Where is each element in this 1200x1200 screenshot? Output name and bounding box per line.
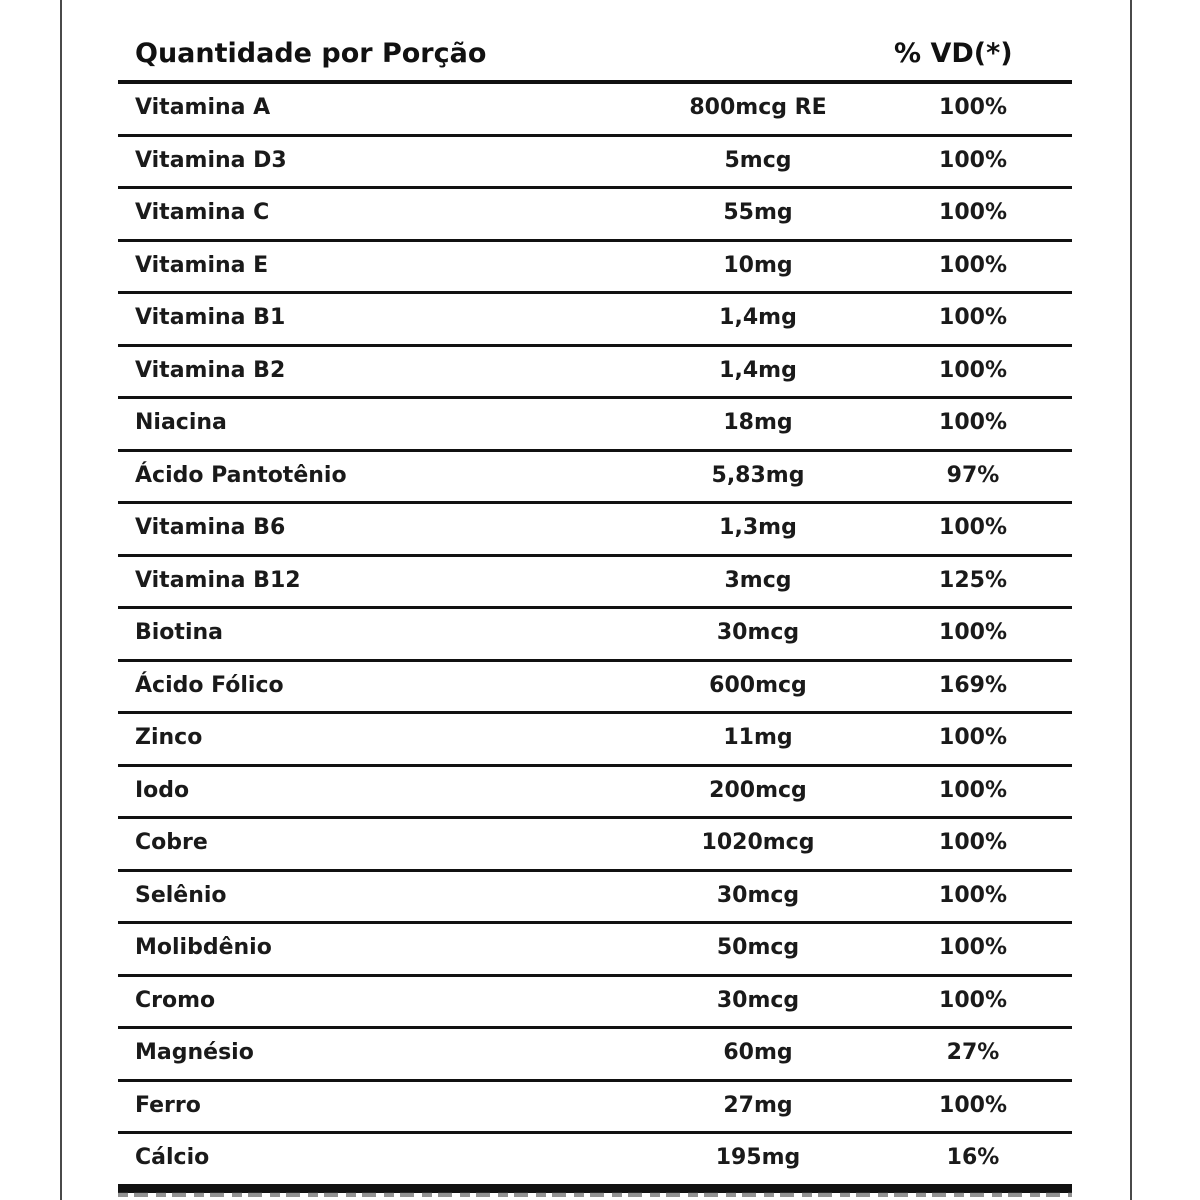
nutrient-name: Selênio <box>135 882 227 908</box>
nutrient-daily-value: 169% <box>939 672 1007 698</box>
nutrient-name: Vitamina E <box>135 252 269 278</box>
nutrient-amount: 55mg <box>723 200 793 225</box>
nutrient-daily-value: 125% <box>939 567 1007 593</box>
table-row <box>118 977 1072 1030</box>
nutrient-name: Ácido Pantotênio <box>135 462 347 488</box>
nutrient-amount: 18mg <box>723 410 793 435</box>
nutrient-amount: 30mcg <box>716 620 800 645</box>
nutrient-name: Vitamina B12 <box>135 567 301 593</box>
nutrient-amount: 50mcg <box>716 935 800 960</box>
table-header <box>118 28 1072 84</box>
header-serving-label: Quantidade por Porção <box>135 38 487 69</box>
nutrient-amount: 1,3mg <box>719 515 797 540</box>
nutrient-amount: 600mcg <box>709 672 807 698</box>
nutrient-daily-value: 100% <box>939 200 1007 225</box>
nutrient-name: Iodo <box>135 777 190 803</box>
nutrient-daily-value: 100% <box>939 305 1007 330</box>
nutrient-name: Biotina <box>135 620 223 645</box>
nutrient-daily-value: 100% <box>939 882 1007 908</box>
nutrient-daily-value: 100% <box>939 252 1007 278</box>
table-row <box>118 609 1072 662</box>
nutrient-amount: 1,4mg <box>719 357 797 383</box>
table-row <box>118 399 1072 452</box>
nutrient-amount: 11mg <box>723 725 793 750</box>
nutrient-name: Niacina <box>135 410 227 435</box>
table-row <box>118 819 1072 872</box>
nutrient-name: Cobre <box>135 830 208 855</box>
nutrient-amount: 5mcg <box>724 147 792 173</box>
table-row <box>118 1134 1072 1193</box>
table-row <box>118 242 1072 295</box>
table-row <box>118 504 1072 557</box>
table-row <box>118 714 1072 767</box>
table-row <box>118 452 1072 505</box>
table-row <box>118 1029 1072 1082</box>
nutrient-amount: 195mg <box>715 1145 801 1170</box>
nutrient-daily-value: 100% <box>939 410 1007 435</box>
table-row <box>118 767 1072 820</box>
nutrient-daily-value: 100% <box>939 987 1007 1013</box>
nutrition-table <box>118 28 1072 1193</box>
nutrient-amount: 30mcg <box>716 987 800 1013</box>
nutrient-name: Magnésio <box>135 1040 254 1065</box>
table-row <box>118 137 1072 190</box>
nutrient-name: Cromo <box>135 987 216 1013</box>
footnote-cut-off <box>118 1190 1072 1200</box>
nutrient-amount: 30mcg <box>716 882 800 908</box>
nutrient-daily-value: 16% <box>946 1145 1000 1170</box>
table-row <box>118 189 1072 242</box>
table-row <box>118 1082 1072 1135</box>
nutrient-name: Vitamina B1 <box>135 305 286 330</box>
nutrient-daily-value: 100% <box>939 95 1007 120</box>
header-vd-label: % VD(*) <box>894 38 1013 69</box>
nutrient-amount: 27mg <box>723 1092 793 1118</box>
nutrient-amount: 5,83mg <box>711 462 805 488</box>
nutrient-name: Vitamina B6 <box>135 515 286 540</box>
right-border-line <box>1130 0 1132 1200</box>
table-row <box>118 557 1072 610</box>
nutrient-amount: 10mg <box>723 252 793 278</box>
nutrient-name: Ácido Fólico <box>135 672 284 698</box>
nutrient-amount: 200mcg <box>709 777 807 803</box>
table-row <box>118 84 1072 137</box>
table-body <box>118 84 1072 1193</box>
table-row <box>118 347 1072 400</box>
nutrient-daily-value: 100% <box>939 515 1007 540</box>
left-border-line <box>60 0 62 1200</box>
table-row <box>118 294 1072 347</box>
nutrient-amount: 800mcg RE <box>689 95 827 120</box>
footnote-fragment <box>118 1192 1072 1197</box>
nutrient-daily-value: 100% <box>939 620 1007 645</box>
nutrient-amount: 1,4mg <box>719 305 797 330</box>
nutrient-amount: 60mg <box>723 1040 793 1065</box>
nutrient-daily-value: 100% <box>939 357 1007 383</box>
table-row <box>118 662 1072 715</box>
nutrient-name: Cálcio <box>135 1145 210 1170</box>
nutrient-name: Molibdênio <box>135 935 272 960</box>
nutrient-name: Zinco <box>135 725 203 750</box>
nutrient-daily-value: 100% <box>939 725 1007 750</box>
nutrient-daily-value: 97% <box>946 462 1000 488</box>
table-row <box>118 872 1072 925</box>
nutrient-name: Vitamina C <box>135 200 270 225</box>
nutrient-amount: 1020mcg <box>701 830 815 855</box>
nutrient-daily-value: 100% <box>939 777 1007 803</box>
nutrient-daily-value: 100% <box>939 935 1007 960</box>
nutrient-daily-value: 27% <box>946 1040 1000 1065</box>
nutrient-name: Vitamina D3 <box>135 147 287 173</box>
nutrient-daily-value: 100% <box>939 830 1007 855</box>
nutrient-amount: 3mcg <box>724 567 792 593</box>
nutrient-name: Ferro <box>135 1092 201 1118</box>
table-row <box>118 924 1072 977</box>
nutrient-name: Vitamina A <box>135 95 271 120</box>
nutrient-name: Vitamina B2 <box>135 357 286 383</box>
nutrient-daily-value: 100% <box>939 1092 1007 1118</box>
nutrient-daily-value: 100% <box>939 147 1007 173</box>
